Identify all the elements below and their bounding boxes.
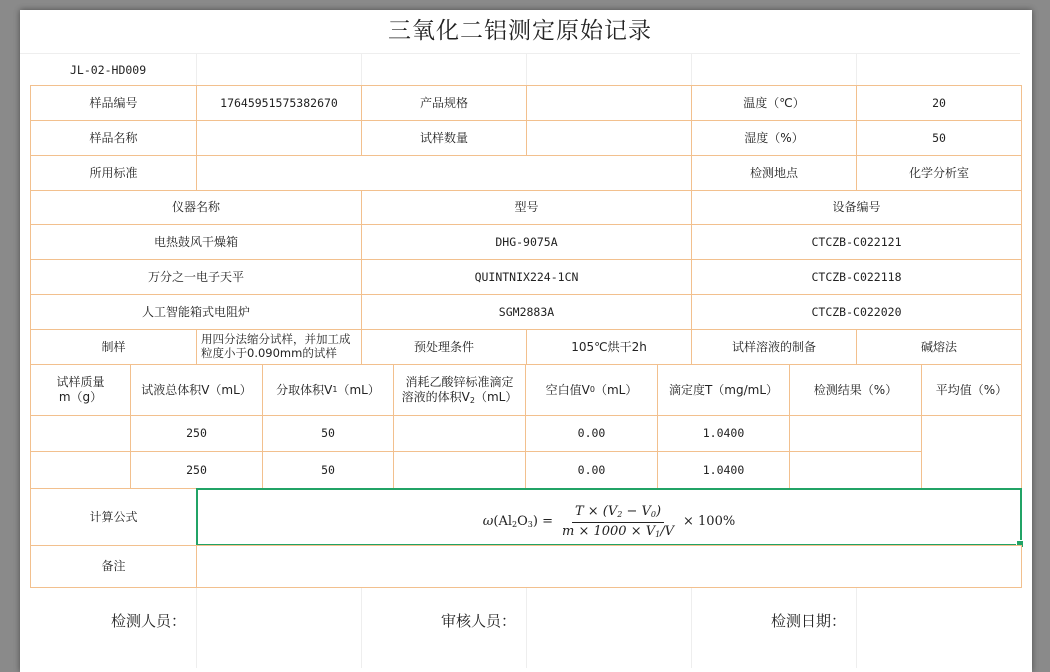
formula-sub: 1 [655,529,661,539]
formula-sub: 3 [527,519,533,529]
instrument-name[interactable]: 万分之一电子天平 [30,259,362,295]
sample-prep-value[interactable]: 用四分法缩分试样，并加工成粒度小于0.090mm的试样 [196,329,362,365]
mass-cell[interactable] [30,415,131,452]
instrument-model[interactable]: DHG-9075A [361,224,692,260]
total-volume-header[interactable]: 试液总体积V（mL） [130,364,263,416]
sample-count-label[interactable]: 试样数量 [361,120,527,156]
formula-sub: 0 [650,510,656,520]
location-label[interactable]: 检测地点 [691,155,857,191]
titrant-volume-header[interactable] [393,364,526,416]
instrument-name-header[interactable]: 仪器名称 [30,190,362,225]
remark-label[interactable]: 备注 [30,545,197,588]
titrant-volume-cell[interactable] [393,451,526,489]
total-volume-cell[interactable]: 250 [130,451,263,489]
test-date-label[interactable]: 检测日期： [770,611,846,630]
blank-header-sub: 0 [589,385,595,394]
blank-value-cell[interactable]: 0.00 [525,415,658,452]
result-cell[interactable] [789,451,922,489]
gridline [526,54,527,86]
sample-no-value[interactable]: 17645951575382670 [196,85,362,121]
instrument-model[interactable]: QUINTNIX224-1CN [361,259,692,295]
titrant-header-line1: 消耗乙酸锌标准滴定 [405,374,514,389]
formula-fraction [559,504,677,540]
result-cell[interactable] [789,415,922,452]
formula-den-text: /V [660,523,674,539]
formula-num-text: − V [622,504,651,520]
mass-header-line2: m（g） [58,390,103,404]
titrant-header-unit: （mL） [474,389,518,404]
formula-sub: 2 [617,510,623,520]
blank-value-cell[interactable]: 0.00 [525,451,658,489]
pretreatment-label[interactable]: 预处理条件 [361,329,527,365]
gridline [691,54,692,86]
aliquot-header-text: 分取体积V [276,382,333,397]
temperature-value[interactable]: 20 [856,85,1022,121]
titrant-header-line2 [402,390,518,406]
gridline [361,54,362,86]
formula-expression [483,504,735,540]
blank-value-header[interactable] [525,364,658,416]
instrument-id-header[interactable]: 设备编号 [691,190,1022,225]
blank-header-text: 空白值V [545,382,590,397]
formula-sub: 2 [512,519,518,529]
solution-prep-value[interactable]: 碱熔法 [856,329,1022,365]
spec-label[interactable]: 产品规格 [361,85,527,121]
aliquot-volume-cell[interactable]: 50 [262,451,394,489]
aliquot-volume-header[interactable] [262,364,394,416]
formula-omega: ω [482,513,494,529]
aliquot-volume-cell[interactable]: 50 [262,415,394,452]
formula-al: (Al [493,513,513,529]
titer-header[interactable]: 滴定度T（mg/mL） [657,364,790,416]
gridline [196,588,197,668]
standard-value[interactable] [196,155,692,191]
formula-denominator [559,523,677,540]
average-header[interactable]: 平均值（%） [921,364,1022,416]
result-header[interactable]: 检测结果（%） [789,364,922,416]
spreadsheet-sheet [20,10,1032,672]
instrument-model-header[interactable]: 型号 [361,190,692,225]
formula-den-text: m × 1000 × V [562,523,656,539]
instrument-id[interactable]: CTCZB-C022121 [691,224,1022,260]
sample-prep-label[interactable]: 制样 [30,329,197,365]
titrant-volume-cell[interactable] [393,415,526,452]
sample-no-label[interactable]: 样品编号 [30,85,197,121]
blank-header-unit: （mL） [594,382,638,397]
page-title: 三氧化二铝测定原始记录 [388,18,652,45]
instrument-name[interactable]: 人工智能箱式电阻炉 [30,294,362,330]
titer-cell[interactable]: 1.0400 [657,415,790,452]
spec-value[interactable] [526,85,692,121]
humidity-label[interactable]: 湿度（%） [691,120,857,156]
instrument-id[interactable]: CTCZB-C022118 [691,259,1022,295]
aliquot-header-unit: （mL） [337,382,380,397]
mass-cell[interactable] [30,451,131,489]
formula-cell[interactable] [196,488,1022,546]
gridline [856,588,857,668]
standard-label[interactable]: 所用标准 [30,155,197,191]
instrument-name[interactable]: 电热鼓风干燥箱 [30,224,362,260]
gridline [856,54,857,86]
solution-prep-label[interactable]: 试样溶液的制备 [691,329,857,365]
titrant-header-sub: 2 [469,395,475,405]
gridline [20,53,1020,54]
formula-lhs [483,514,553,530]
aliquot-header-sub: 1 [332,385,338,394]
humidity-value[interactable]: 50 [856,120,1022,156]
location-value[interactable]: 化学分析室 [856,155,1022,191]
instrument-id[interactable]: CTCZB-C022020 [691,294,1022,330]
total-volume-cell[interactable]: 250 [130,415,263,452]
mass-header-line1: 试样质量 [56,375,105,389]
sample-count-value[interactable] [526,120,692,156]
sample-name-label[interactable]: 样品名称 [30,120,197,156]
formula-tail: × 100% [683,513,736,529]
formula-numerator [572,504,664,522]
document-code[interactable]: JL-02-HD009 [70,62,147,77]
average-cell[interactable] [921,415,1022,489]
temperature-label[interactable]: 温度（℃） [691,85,857,121]
sample-name-value[interactable] [196,120,362,156]
reviewer-label[interactable]: 审核人员： [440,611,516,630]
tester-label[interactable]: 检测人员： [110,611,186,630]
gridline [526,588,527,668]
formula-o: O [517,513,528,529]
mass-header[interactable] [30,364,131,416]
titrant-header-text: 溶液的体积V [401,389,470,404]
gridline [196,54,197,86]
instrument-model[interactable]: SGM2883A [361,294,692,330]
formula-num-text: ) [655,504,662,520]
formula-num-text: T × (V [574,504,618,520]
formula-equals: ) = [532,513,553,529]
remark-value[interactable] [196,545,1022,588]
pretreatment-value[interactable]: 105℃烘干2h [526,329,692,365]
formula-label[interactable]: 计算公式 [30,488,197,546]
titer-cell[interactable]: 1.0400 [657,451,790,489]
